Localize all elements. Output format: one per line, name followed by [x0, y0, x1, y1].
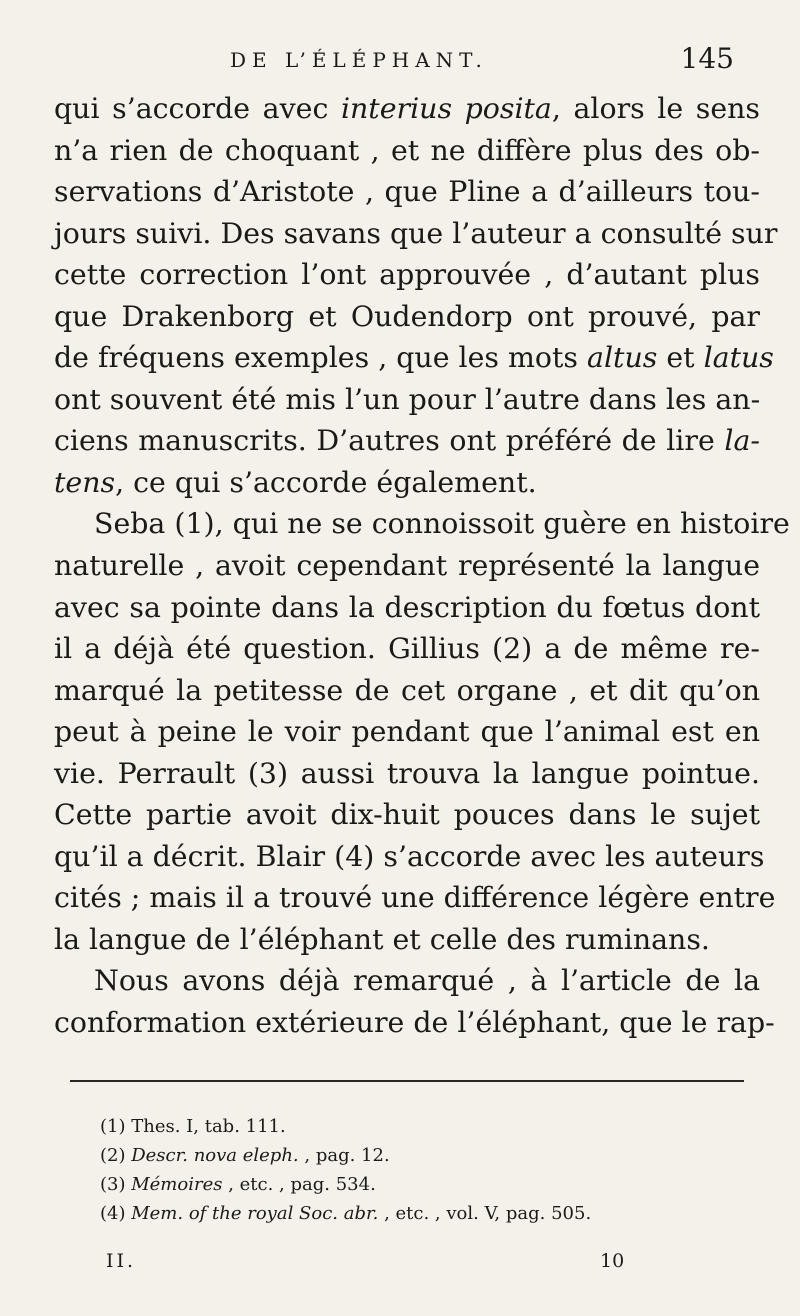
text-run: qu’il a décrit. Blair (4) s’accorde avec les auteurs — [54, 839, 765, 873]
text-line — [54, 420, 760, 462]
italic-text: Mem. of the royal Soc. abr. — [131, 1203, 379, 1224]
text-run: cette correction l’ont approuvée , d’autant plus — [54, 258, 760, 292]
text-run: (3) — [100, 1174, 132, 1195]
text-run: de fréquens exemples , que les mots — [54, 341, 588, 375]
text-run: servations d’Aristote , que Pline a d’ailleurs tou- — [54, 175, 760, 209]
text-line — [54, 670, 760, 712]
text-run: conformation extérieure de l’éléphant, que le rap- — [54, 1006, 775, 1040]
text-run: jours suivi. Des savans que l’auteur a consulté sur — [54, 216, 778, 250]
page-number: 145 — [680, 42, 734, 75]
text-run: Seba (1), qui ne se connoissoit guère en histoire — [94, 507, 790, 541]
text-run: marqué la petitesse de cet organe , et dit qu’on — [54, 673, 760, 707]
body-text — [54, 88, 790, 1044]
text-run: ciens manuscrits. D’autres ont préféré de lire — [54, 424, 725, 458]
footnote — [100, 1170, 740, 1199]
text-line — [54, 960, 760, 1002]
italic-text: tens — [54, 465, 116, 499]
text-line — [54, 753, 760, 795]
italic-text: Descr. nova eleph. — [131, 1145, 299, 1166]
italic-text: altus — [587, 341, 658, 375]
text-run: qui s’accorde avec — [54, 92, 341, 125]
text-run: (4) — [100, 1203, 132, 1224]
italic-text: latus — [703, 341, 774, 375]
text-line — [54, 254, 760, 296]
text-run: , etc. , pag. 534. — [222, 1174, 376, 1195]
text-run: et — [657, 341, 704, 375]
text-run: Cette partie avoit dix-huit pouces dans le sujet — [54, 798, 760, 832]
text-line — [54, 836, 765, 878]
text-line — [54, 462, 760, 504]
sheet-number: 10 — [600, 1250, 625, 1272]
text-line — [54, 213, 778, 255]
italic-text: interius posita — [340, 92, 552, 125]
text-run: , etc. , vol. V, pag. 505. — [378, 1203, 592, 1224]
text-run: la langue de l’éléphant et celle des ruminans. — [54, 922, 710, 956]
footnote-rule — [70, 1080, 744, 1082]
text-run: cités ; mais il a trouvé une différence légère entre — [54, 881, 776, 915]
footnotes — [100, 1112, 740, 1228]
text-run: il a déjà été question. Gillius (2) a de même re- — [54, 632, 760, 666]
text-run: naturelle , avoit cependant représenté la langue — [54, 549, 760, 583]
text-line — [54, 503, 790, 545]
text-line — [54, 877, 776, 919]
text-run: , alors le sens — [551, 92, 760, 125]
text-run: Nous avons déjà remarqué , à l’article de la — [94, 964, 760, 998]
text-line — [54, 130, 760, 172]
signature-line — [0, 1250, 800, 1280]
text-line — [54, 628, 760, 670]
text-run: ont souvent été mis l’un pour l’autre dans les an- — [54, 382, 761, 416]
text-line — [54, 587, 760, 629]
text-run: (2) — [100, 1145, 132, 1166]
footnote — [100, 1141, 740, 1170]
text-line — [54, 88, 760, 130]
text-run: n’a rien de choquant , et ne diffère plus des ob- — [54, 133, 760, 167]
text-line — [54, 296, 760, 338]
text-run: avec sa pointe dans la description du fœtus dont — [54, 590, 760, 624]
footnote — [100, 1199, 740, 1228]
italic-text: la- — [724, 424, 760, 458]
text-line — [54, 919, 760, 961]
text-line — [54, 171, 760, 213]
text-run: vie. Perrault (3) aussi trouva la langue pointue. — [54, 756, 760, 790]
text-run: , pag. 12. — [298, 1145, 390, 1166]
text-run: peut à peine le voir pendant que l’animal est en — [54, 715, 760, 749]
italic-text: Mémoires — [131, 1174, 223, 1195]
text-line — [54, 794, 760, 836]
running-head — [0, 42, 800, 82]
text-run: que Drakenborg et Oudendorp ont prouvé, par — [54, 299, 760, 333]
footnote — [100, 1112, 740, 1141]
running-title: DE L’ÉLÉPHANT. — [230, 48, 488, 72]
text-line — [54, 711, 760, 753]
text-line — [54, 379, 760, 421]
text-line — [54, 545, 760, 587]
text-run: (1) Thes. I, tab. 111. — [100, 1116, 286, 1137]
text-line — [54, 1002, 775, 1044]
text-line — [54, 337, 774, 379]
text-run: , ce qui s’accorde également. — [115, 465, 537, 499]
signature-mark: II. — [106, 1250, 137, 1272]
